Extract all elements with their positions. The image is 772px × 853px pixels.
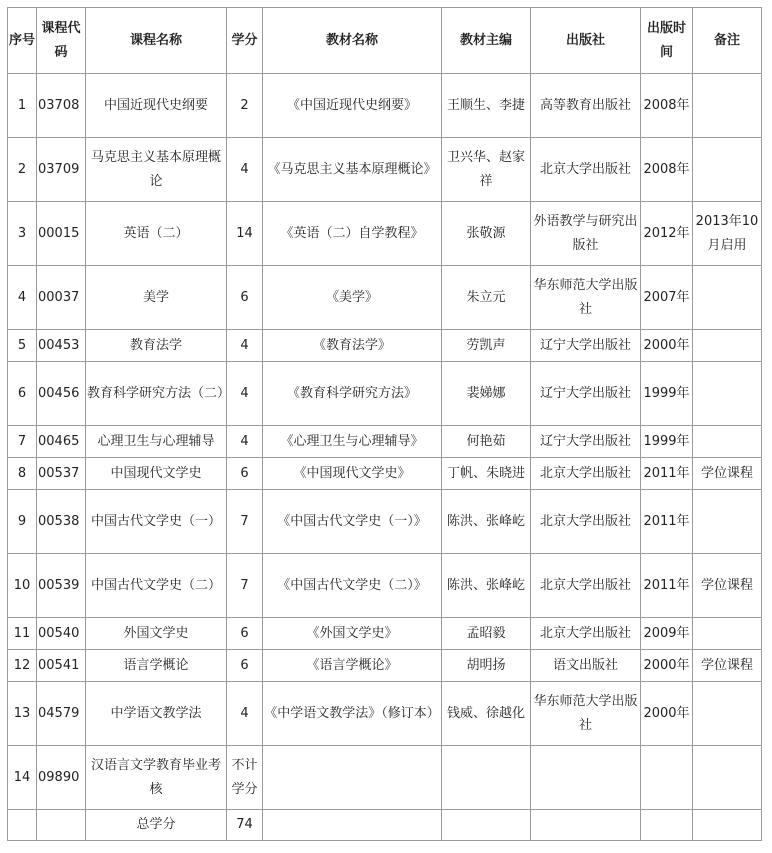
cell-code: 00037 — [37, 266, 86, 330]
cell-no: 8 — [8, 458, 37, 490]
cell-year: 2012年 — [641, 202, 693, 266]
cell-year: 2000年 — [641, 650, 693, 682]
cell-textbook: 《教育法学》 — [263, 330, 442, 362]
total-empty-cell — [641, 810, 693, 841]
cell-credit: 6 — [227, 458, 263, 490]
table-row — [8, 650, 762, 682]
cell-publisher: 辽宁大学出版社 — [531, 362, 641, 426]
cell-editor: 劳凯声 — [442, 330, 531, 362]
cell-course: 教育科学研究方法（二） — [86, 362, 227, 426]
cell-editor: 陈洪、张峰屹 — [442, 554, 531, 618]
total-empty-cell — [442, 810, 531, 841]
cell-publisher — [531, 746, 641, 810]
cell-code: 09890 — [37, 746, 86, 810]
cell-no: 7 — [8, 426, 37, 458]
cell-note — [693, 138, 762, 202]
cell-credit: 14 — [227, 202, 263, 266]
cell-course: 汉语言文学教育毕业考核 — [86, 746, 227, 810]
table-row — [8, 330, 762, 362]
total-value: 74 — [227, 810, 263, 841]
cell-publisher: 北京大学出版社 — [531, 138, 641, 202]
cell-editor: 王顺生、李捷 — [442, 74, 531, 138]
cell-credit: 不计学分 — [227, 746, 263, 810]
cell-year: 2007年 — [641, 266, 693, 330]
cell-note: 学位课程 — [693, 650, 762, 682]
cell-note — [693, 74, 762, 138]
cell-publisher: 高等教育出版社 — [531, 74, 641, 138]
cell-course: 外国文学史 — [86, 618, 227, 650]
header-no: 序号 — [8, 8, 37, 74]
cell-year: 2008年 — [641, 138, 693, 202]
cell-textbook: 《中学语文教学法》（修订本） — [263, 682, 442, 746]
cell-no: 12 — [8, 650, 37, 682]
cell-note — [693, 746, 762, 810]
cell-year: 1999年 — [641, 426, 693, 458]
header-editor: 教材主编 — [442, 8, 531, 74]
cell-note — [693, 330, 762, 362]
cell-year — [641, 746, 693, 810]
header-course: 课程名称 — [86, 8, 227, 74]
cell-editor: 胡明扬 — [442, 650, 531, 682]
header-textbook: 教材名称 — [263, 8, 442, 74]
cell-publisher: 华东师范大学出版社 — [531, 682, 641, 746]
cell-credit: 4 — [227, 362, 263, 426]
cell-credit: 4 — [227, 426, 263, 458]
table-row — [8, 426, 762, 458]
cell-code: 00015 — [37, 202, 86, 266]
table-row — [8, 74, 762, 138]
cell-code: 00453 — [37, 330, 86, 362]
cell-year: 2009年 — [641, 618, 693, 650]
table-row — [8, 362, 762, 426]
cell-code: 00540 — [37, 618, 86, 650]
cell-note — [693, 266, 762, 330]
table-row — [8, 458, 762, 490]
cell-credit: 2 — [227, 74, 263, 138]
table-row — [8, 554, 762, 618]
cell-credit: 7 — [227, 490, 263, 554]
cell-textbook: 《中国古代文学史（二）》 — [263, 554, 442, 618]
cell-publisher: 北京大学出版社 — [531, 618, 641, 650]
cell-code: 03709 — [37, 138, 86, 202]
cell-year: 2000年 — [641, 682, 693, 746]
cell-no: 11 — [8, 618, 37, 650]
cell-editor: 朱立元 — [442, 266, 531, 330]
cell-year: 2011年 — [641, 490, 693, 554]
header-year: 出版时间 — [641, 8, 693, 74]
cell-course: 中国古代文学史（二） — [86, 554, 227, 618]
cell-textbook — [263, 746, 442, 810]
total-row — [8, 810, 762, 841]
cell-publisher: 辽宁大学出版社 — [531, 330, 641, 362]
total-empty-cell — [37, 810, 86, 841]
cell-textbook: 《中国古代文学史（一）》 — [263, 490, 442, 554]
cell-editor — [442, 746, 531, 810]
total-empty-cell — [693, 810, 762, 841]
cell-publisher: 北京大学出版社 — [531, 554, 641, 618]
cell-editor: 卫兴华、赵家祥 — [442, 138, 531, 202]
cell-textbook: 《美学》 — [263, 266, 442, 330]
header-credit: 学分 — [227, 8, 263, 74]
header-row — [8, 8, 762, 74]
cell-textbook: 《语言学概论》 — [263, 650, 442, 682]
cell-code: 03708 — [37, 74, 86, 138]
cell-no: 13 — [8, 682, 37, 746]
cell-note: 学位课程 — [693, 554, 762, 618]
cell-publisher: 语文出版社 — [531, 650, 641, 682]
cell-editor: 裴娣娜 — [442, 362, 531, 426]
cell-year: 2000年 — [641, 330, 693, 362]
cell-no: 9 — [8, 490, 37, 554]
cell-credit: 6 — [227, 650, 263, 682]
header-publisher: 出版社 — [531, 8, 641, 74]
cell-note: 学位课程 — [693, 458, 762, 490]
cell-course: 马克思主义基本原理概论 — [86, 138, 227, 202]
total-empty-cell — [263, 810, 442, 841]
cell-year: 2011年 — [641, 458, 693, 490]
cell-course: 中国近现代史纲要 — [86, 74, 227, 138]
cell-note — [693, 682, 762, 746]
cell-textbook: 《英语（二）自学教程》 — [263, 202, 442, 266]
cell-textbook: 《心理卫生与心理辅导》 — [263, 426, 442, 458]
cell-note — [693, 618, 762, 650]
table-row — [8, 266, 762, 330]
cell-textbook: 《中国近现代史纲要》 — [263, 74, 442, 138]
cell-code: 00539 — [37, 554, 86, 618]
total-empty-cell — [8, 810, 37, 841]
cell-code: 00537 — [37, 458, 86, 490]
cell-course: 美学 — [86, 266, 227, 330]
cell-textbook: 《中国现代文学史》 — [263, 458, 442, 490]
cell-no: 3 — [8, 202, 37, 266]
table-row — [8, 682, 762, 746]
cell-editor: 张敬源 — [442, 202, 531, 266]
cell-editor: 孟昭毅 — [442, 618, 531, 650]
header-code: 课程代码 — [37, 8, 86, 74]
cell-editor: 钱威、徐越化 — [442, 682, 531, 746]
cell-credit: 6 — [227, 618, 263, 650]
cell-course: 中国现代文学史 — [86, 458, 227, 490]
cell-year: 2008年 — [641, 74, 693, 138]
cell-publisher: 外语教学与研究出版社 — [531, 202, 641, 266]
total-empty-cell — [531, 810, 641, 841]
cell-textbook: 《马克思主义基本原理概论》 — [263, 138, 442, 202]
cell-publisher: 北京大学出版社 — [531, 490, 641, 554]
cell-no: 1 — [8, 74, 37, 138]
cell-no: 5 — [8, 330, 37, 362]
cell-credit: 6 — [227, 266, 263, 330]
cell-credit: 4 — [227, 138, 263, 202]
cell-note — [693, 426, 762, 458]
cell-textbook: 《外国文学史》 — [263, 618, 442, 650]
cell-year: 2011年 — [641, 554, 693, 618]
cell-credit: 7 — [227, 554, 263, 618]
cell-code: 04579 — [37, 682, 86, 746]
cell-no: 4 — [8, 266, 37, 330]
table-row — [8, 138, 762, 202]
cell-editor: 何艳茹 — [442, 426, 531, 458]
cell-year: 1999年 — [641, 362, 693, 426]
cell-editor: 丁帆、朱晓进 — [442, 458, 531, 490]
cell-textbook: 《教育科学研究方法》 — [263, 362, 442, 426]
cell-course: 中国古代文学史（一） — [86, 490, 227, 554]
cell-code: 00538 — [37, 490, 86, 554]
cell-course: 英语（二） — [86, 202, 227, 266]
cell-code: 00541 — [37, 650, 86, 682]
cell-no: 6 — [8, 362, 37, 426]
total-label: 总学分 — [86, 810, 227, 841]
cell-credit: 4 — [227, 682, 263, 746]
cell-no: 14 — [8, 746, 37, 810]
table-row — [8, 202, 762, 266]
cell-publisher: 华东师范大学出版社 — [531, 266, 641, 330]
table-row — [8, 490, 762, 554]
table-row — [8, 746, 762, 810]
cell-note — [693, 362, 762, 426]
cell-editor: 陈洪、张峰屹 — [442, 490, 531, 554]
cell-publisher: 辽宁大学出版社 — [531, 426, 641, 458]
cell-note: 2013年10月启用 — [693, 202, 762, 266]
cell-no: 10 — [8, 554, 37, 618]
cell-code: 00465 — [37, 426, 86, 458]
cell-code: 00456 — [37, 362, 86, 426]
cell-course: 中学语文教学法 — [86, 682, 227, 746]
table-row — [8, 618, 762, 650]
cell-note — [693, 490, 762, 554]
cell-course: 教育法学 — [86, 330, 227, 362]
cell-no: 2 — [8, 138, 37, 202]
cell-course: 语言学概论 — [86, 650, 227, 682]
cell-course: 心理卫生与心理辅导 — [86, 426, 227, 458]
course-table — [7, 7, 762, 841]
cell-publisher: 北京大学出版社 — [531, 458, 641, 490]
cell-credit: 4 — [227, 330, 263, 362]
header-note: 备注 — [693, 8, 762, 74]
